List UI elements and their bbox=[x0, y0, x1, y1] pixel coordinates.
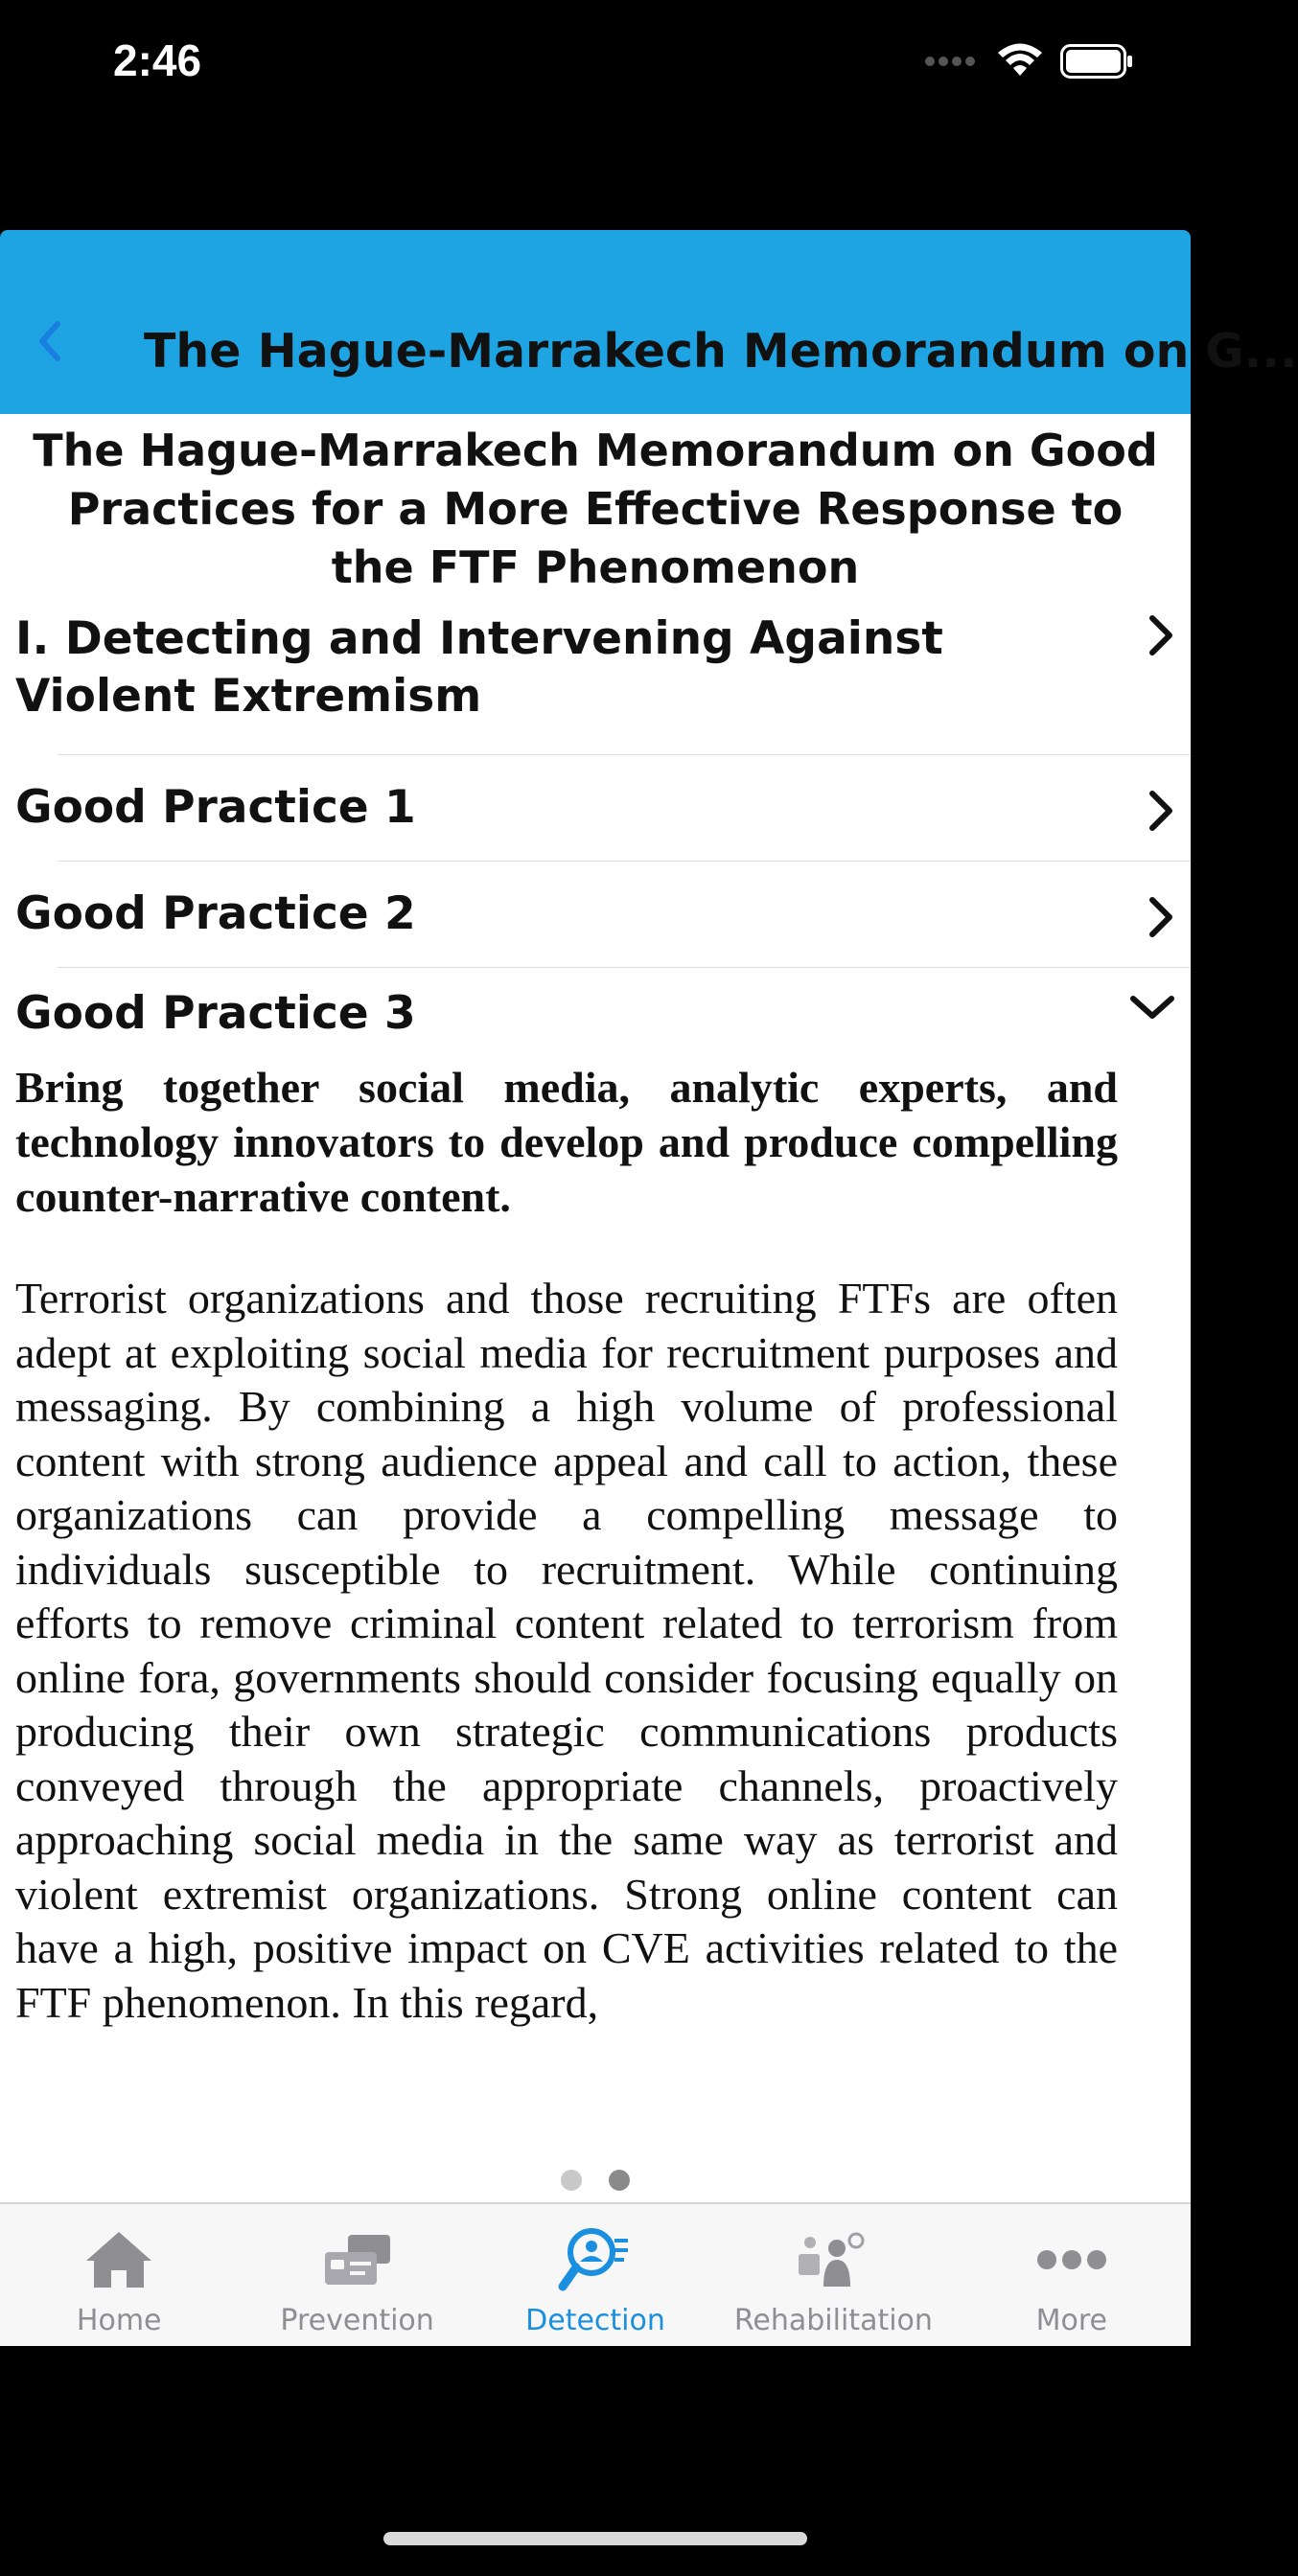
tab-detection[interactable] bbox=[476, 2204, 714, 2346]
home-indicator[interactable] bbox=[383, 2532, 807, 2545]
page-indicator[interactable] bbox=[0, 2156, 1191, 2204]
tab-label: Detection bbox=[525, 2304, 665, 2337]
battery-icon bbox=[1060, 44, 1133, 79]
navigation-bar bbox=[0, 230, 1298, 414]
practice-title: Bring together social media, analytic experts, and technology innovators to develop and produce compelling counter-narrative content. bbox=[15, 1063, 1118, 1221]
prevention-icon bbox=[314, 2225, 401, 2294]
nav-title: The Hague-Marrakech Memorandum on G... bbox=[144, 324, 1298, 379]
practice-body: Terrorist organizations and those recruiting FTFs are often adept at exploiting social media for recruitment purposes and messaging. By combining a high volume of professional content with strong audience appeal and call to action, these organizations can provide a compelling message to individuals susceptible to recruitment. While continuing efforts to remove criminal content related to terrorism from online fora, governments should consider focusing equally on producing their own strategic communications products conveyed through the appropriate channels, proactively approaching social media in the same way as terrorist and violent extremist organizations. Strong online content can have a high, positive impact on CVE activities related to the FTF phenomenon. In this regard, bbox=[15, 1274, 1118, 2027]
tab-label: Home bbox=[76, 2304, 162, 2337]
chevron-right-icon bbox=[1143, 788, 1177, 834]
document-heading: The Hague-Marrakech Memorandum on Good Practices for a More Effective Response to the FTF Phenomenon bbox=[33, 425, 1158, 593]
page-dot-active[interactable] bbox=[609, 2170, 630, 2191]
status-icons bbox=[924, 44, 1133, 79]
page-dot[interactable] bbox=[561, 2170, 582, 2191]
good-practice-3-row[interactable] bbox=[0, 968, 1191, 1060]
tab-bar bbox=[0, 2202, 1191, 2346]
tab-label: More bbox=[1035, 2304, 1108, 2337]
good-practice-2-row[interactable] bbox=[0, 862, 1191, 967]
tab-prevention[interactable] bbox=[238, 2204, 475, 2346]
more-icon bbox=[1029, 2225, 1115, 2294]
chevron-right-icon bbox=[1143, 894, 1177, 940]
back-chevron-icon[interactable] bbox=[29, 318, 75, 364]
tab-label: Rehabilitation bbox=[733, 2304, 933, 2337]
tab-rehabilitation[interactable] bbox=[714, 2204, 952, 2346]
document-content[interactable] bbox=[0, 414, 1191, 2202]
detection-icon bbox=[552, 2225, 638, 2294]
chevron-down-icon bbox=[1127, 989, 1177, 1024]
home-icon bbox=[76, 2225, 162, 2294]
good-practice-label: Good Practice 3 bbox=[15, 987, 416, 1040]
cellular-signal-icon bbox=[924, 55, 980, 68]
good-practice-label: Good Practice 1 bbox=[15, 781, 416, 834]
status-time: 2:46 bbox=[113, 35, 202, 85]
section-row[interactable] bbox=[0, 597, 1191, 754]
tab-label: Prevention bbox=[280, 2304, 434, 2337]
wifi-icon bbox=[997, 44, 1043, 79]
tab-home[interactable] bbox=[0, 2204, 238, 2346]
chevron-right-icon bbox=[1143, 612, 1177, 658]
good-practice-label: Good Practice 2 bbox=[15, 887, 416, 940]
good-practice-1-row[interactable] bbox=[0, 755, 1191, 861]
status-bar bbox=[0, 0, 1191, 134]
tab-more[interactable] bbox=[953, 2204, 1191, 2346]
rehabilitation-icon bbox=[790, 2225, 876, 2294]
section-title: I. Detecting and Intervening Against Violent Extremism bbox=[15, 612, 943, 723]
